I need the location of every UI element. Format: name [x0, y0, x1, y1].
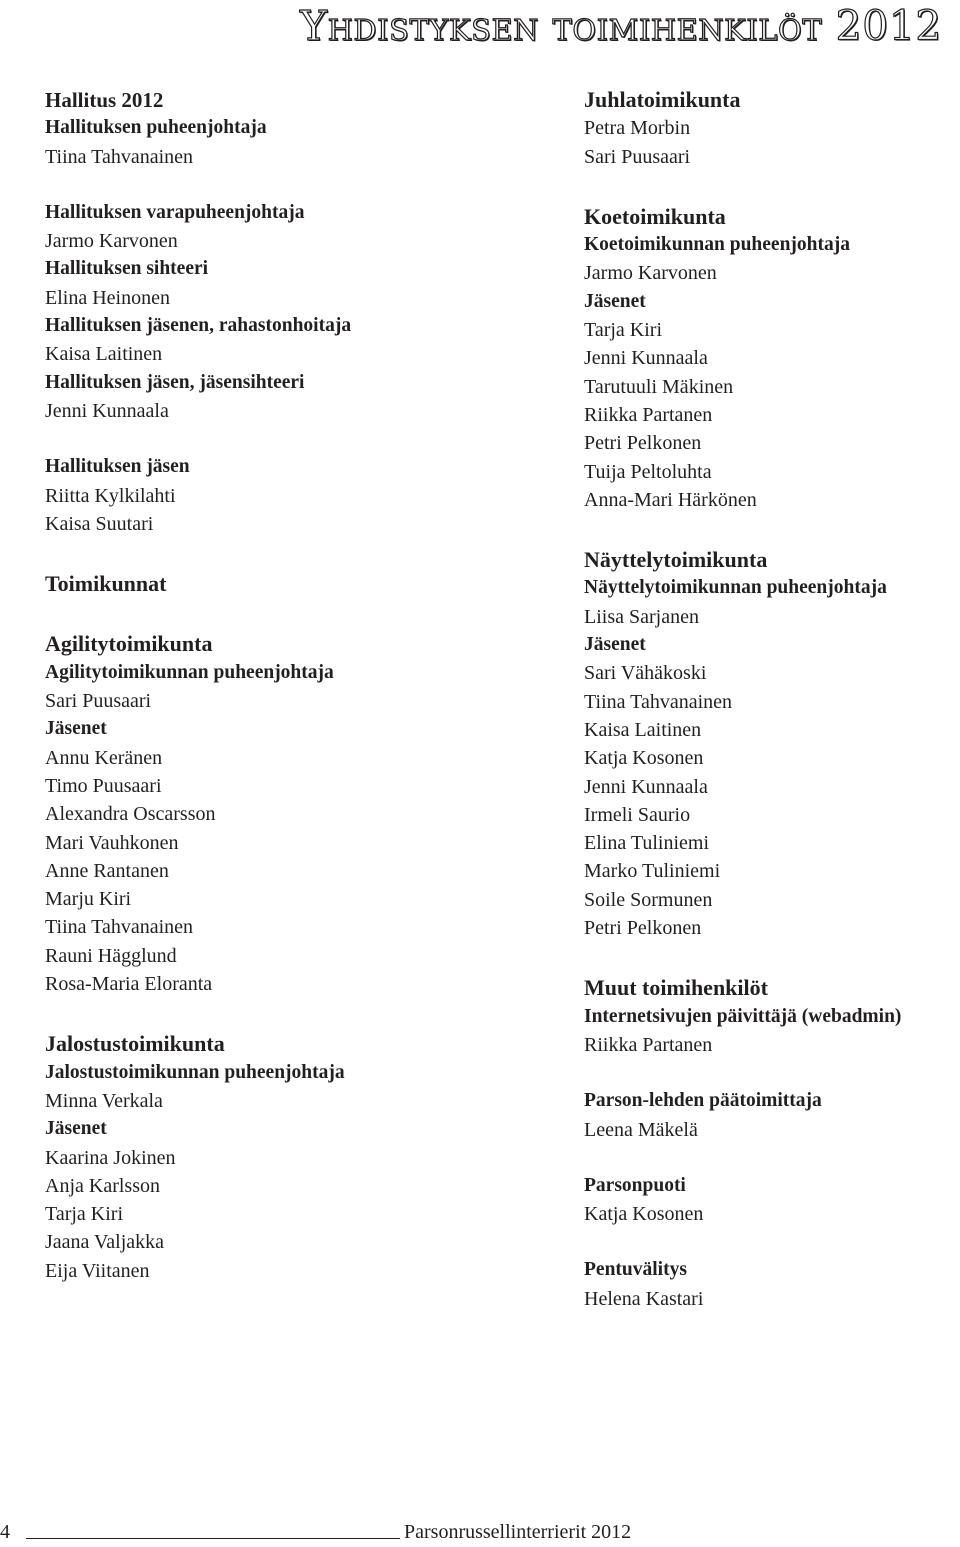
member-name: Tarutuuli Mäkinen [584, 375, 734, 398]
hallitus-heading: Hallitus 2012 [45, 88, 164, 112]
member-name: Katja Kosonen [584, 747, 704, 770]
agility-section [45, 630, 545, 998]
member-name: Sari Vähäkoski [584, 662, 707, 685]
member-name: Petra Morbin [584, 117, 691, 140]
member-name: Kaarina Jokinen [45, 1146, 176, 1169]
person-name: Elina Heinonen [45, 286, 170, 309]
nayttely-section [584, 546, 960, 942]
member-name: Annu Keränen [45, 746, 163, 769]
role-label: Parsonpuoti [584, 1174, 686, 1196]
koe-section [584, 203, 960, 514]
role-label: Internetsivujen päivittäjä (webadmin) [584, 1005, 902, 1027]
member-name: Tuija Peltoluhta [584, 460, 712, 483]
member-name: Petri Pelkonen [584, 917, 702, 940]
member-name: Irmeli Saurio [584, 803, 691, 826]
member-name: Riikka Partanen [584, 403, 713, 426]
member-name: Anne Rantanen [45, 859, 169, 882]
chair-label: Agilitytoimikunnan puheenjohtaja [45, 661, 334, 683]
members-label: Jäsenet [584, 634, 646, 656]
chair-name: Jarmo Karvonen [584, 262, 717, 285]
juhla-section [584, 86, 960, 171]
members-label: Jäsenet [584, 290, 646, 312]
person-name: Jarmo Karvonen [45, 230, 178, 253]
page-number: 4 [0, 1521, 10, 1543]
member-name: Tiina Tahvanainen [584, 690, 733, 713]
agility-heading: Agilitytoimikunta [45, 631, 213, 657]
member-name: Elina Tuliniemi [584, 832, 710, 855]
role-label: Pentuvälitys [584, 1259, 687, 1281]
person-name: Helena Kastari [584, 1287, 704, 1310]
chair-label: Näyttelytoimikunnan puheenjohtaja [584, 577, 887, 599]
member-name: Rosa-Maria Eloranta [45, 973, 213, 996]
person-name: Riikka Partanen [584, 1033, 713, 1056]
chair-label: Jalostustoimikunnan puheenjohtaja [45, 1061, 345, 1083]
member-name: Anna-Mari Härkönen [584, 488, 757, 511]
publication-name: Parsonrussellinterrierit 2012 [404, 1521, 632, 1543]
member-name: Tiina Tahvanainen [45, 916, 194, 939]
role-label: Hallituksen jäsen [45, 456, 190, 478]
footer-rule [26, 1538, 400, 1539]
muut-heading: Muut toimihenkilöt [584, 975, 768, 1001]
role-label: Hallituksen sihteeri [45, 258, 209, 280]
hallitus-section [45, 86, 545, 538]
member-name: Tarja Kiri [45, 1203, 124, 1226]
role-label: Hallituksen puheenjohtaja [45, 117, 267, 139]
member-name: Jenni Kunnaala [584, 347, 708, 370]
member-name: Tarja Kiri [584, 319, 663, 342]
right-column [584, 86, 960, 1313]
koe-heading: Koetoimikunta [584, 203, 726, 229]
member-name: Kaisa Laitinen [584, 718, 702, 741]
members-label: Jäsenet [45, 718, 107, 740]
person-name: Riitta Kylkilahti [45, 484, 176, 507]
member-name: Timo Puusaari [45, 774, 162, 797]
chair-name: Sari Puusaari [45, 690, 152, 713]
member-name: Sari Puusaari [584, 145, 691, 168]
chair-name: Minna Verkala [45, 1089, 163, 1112]
member-name: Petri Pelkonen [584, 432, 702, 455]
person-name: Jenni Kunnaala [45, 399, 169, 422]
member-name: Rauni Hägglund [45, 944, 177, 967]
left-column [45, 86, 545, 1285]
role-label: Hallituksen jäsenen, rahastonhoitaja [45, 315, 352, 337]
member-name: Anja Karlsson [45, 1174, 160, 1197]
jalostus-section [45, 1030, 545, 1285]
person-name: Katja Kosonen [584, 1203, 704, 1226]
member-name: Alexandra Oscarsson [45, 803, 216, 826]
jalostus-heading: Jalostustoimikunta [45, 1031, 225, 1057]
members-label: Jäsenet [45, 1118, 107, 1140]
member-name: Jenni Kunnaala [584, 775, 708, 798]
member-name: Soile Sormunen [584, 888, 713, 911]
person-name: Tiina Tahvanainen [45, 145, 194, 168]
member-name: Jaana Valjakka [45, 1231, 165, 1254]
member-name: Mari Vauhkonen [45, 831, 179, 854]
toimikunnat-heading: Toimikunnat [45, 571, 167, 597]
chair-name: Liisa Sarjanen [584, 605, 699, 628]
nayttely-heading: Näyttelytoimikunta [584, 547, 768, 573]
chair-label: Koetoimikunnan puheenjohtaja [584, 234, 851, 256]
page-title: Yhdistyksen toimihenkilöt 2012 [300, 2, 942, 50]
juhla-heading: Juhlatoimikunta [584, 87, 741, 112]
person-name: Leena Mäkelä [584, 1118, 698, 1141]
role-label: Hallituksen jäsen, jäsensihteeri [45, 371, 305, 393]
person-name: Kaisa Laitinen [45, 343, 163, 366]
person-name: Kaisa Suutari [45, 512, 154, 535]
role-label: Parson-lehden päätoimittaja [584, 1090, 822, 1112]
member-name: Marju Kiri [45, 888, 132, 911]
muut-section [584, 974, 960, 1313]
role-label: Hallituksen varapuheenjohtaja [45, 201, 305, 223]
member-name: Eija Viitanen [45, 1259, 150, 1282]
member-name: Marko Tuliniemi [584, 860, 721, 883]
